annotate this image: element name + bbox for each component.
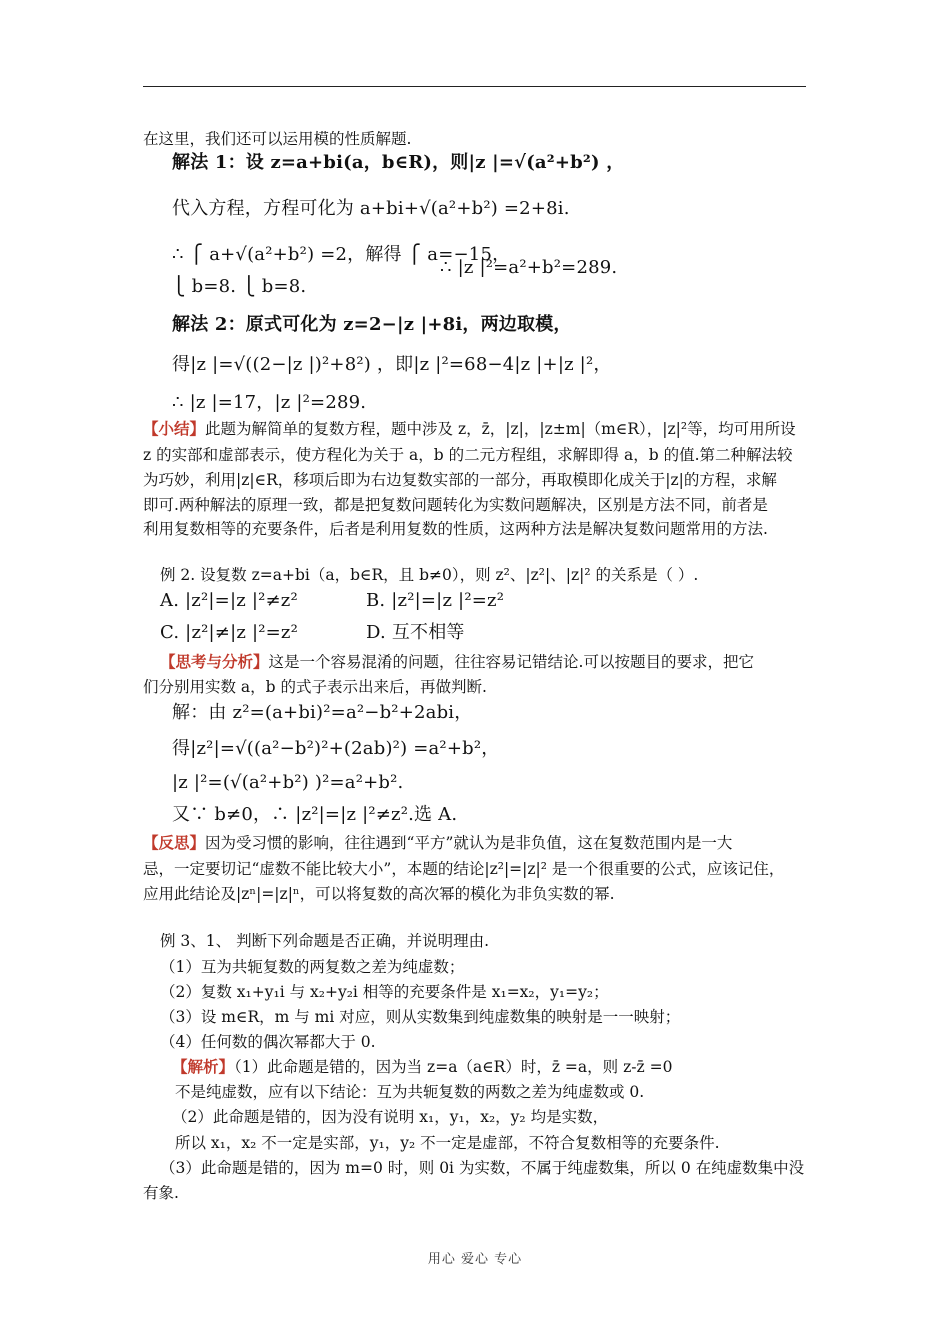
text-line: 们分别用实数 a，b 的式子表示出来后，再做判断. xyxy=(143,678,487,696)
text-line: 为巧妙，利用|z|∈R，移项后即为右边复数实部的一部分，再取模即化成关于|z|的方程，求解 xyxy=(143,471,777,489)
header-rule xyxy=(143,86,806,87)
text-line: 所以 x₁，x₂ 不一定是实部，y₁，y₂ 不一定是虚部，不符合复数相等的充要条件. xyxy=(175,1134,720,1152)
method2-modulus: 得|z |=√((2−|z |)²+8²) ，即|z |²=68−4|z |+|z |²， xyxy=(172,354,612,375)
text-line: （3）此命题是错的，因为 m=0 时，则 0i 为实数，不属于纯虚数集，所以 0 在纯虚数集中没 xyxy=(160,1159,805,1177)
solution-line: 解：由 z²=(a+bi)²=a²−b²+2abi， xyxy=(172,702,473,723)
analysis-line xyxy=(160,651,808,673)
example3-question: 例 3、1、 判断下列命题是否正确，并说明理由. xyxy=(160,932,490,950)
summary-line xyxy=(143,418,808,440)
solution-line xyxy=(172,1056,808,1078)
method1-system: ∴ ⎧ a+√(a²+b²) =2，解得 ⎧ a=−15， xyxy=(172,244,511,265)
analysis-tag: 【思考与分析】 xyxy=(160,652,269,671)
page-footer: 用心 爱心 专心 xyxy=(427,1252,523,1267)
option-c: C. |z²|≠|z |²=z² xyxy=(160,622,299,643)
proposition-1: （1）互为共轭复数的两复数之差为纯虚数； xyxy=(160,958,465,976)
option-d: D. 互不相等 xyxy=(366,622,465,643)
method1-system-lower: ⎩ b=8. ⎩ b=8. xyxy=(172,276,307,297)
text-line: z 的实部和虚部表示，使方程化为关于 a，b 的二元方程组，求解即得 a，b 的值.第二种解法较 xyxy=(143,446,793,464)
reflection-text: 因为受习惯的影响，往往遇到“平方”就认为是非负值，这在复数范围内是一大 xyxy=(205,834,733,852)
method2-line: 解法 2：原式可化为 z=2−|z |+8i，两边取模， xyxy=(172,314,572,335)
solution-line: |z |²=(√(a²+b²) )²=a²+b². xyxy=(172,772,404,793)
reflection-tag: 【反思】 xyxy=(143,833,206,852)
solution-line: 又∵ b≠0，∴ |z²|=|z |²≠z².选 A. xyxy=(172,804,458,825)
text-line: 即可.两种解法的原理一致，都是把复数问题转化为实数问题解决，区别是方法不同，前者是 xyxy=(143,496,768,514)
option-b: B. |z²|=|z |²=z² xyxy=(366,590,505,611)
text-line: （2）此命题是错的，因为没有说明 x₁，y₁，x₂，y₂ 均是实数， xyxy=(172,1108,609,1126)
solution-text: （1）此命题是错的，因为当 z=a（a∈R）时，z̄ =a，则 z-z̄ =0 xyxy=(234,1058,673,1076)
text-line: 应用此结论及|zⁿ|=|z|ⁿ，可以将复数的高次幂的模化为非负实数的幂. xyxy=(143,885,615,903)
text-line: 在这里，我们还可以运用模的性质解题. xyxy=(143,130,412,148)
summary-tag: 【小结】 xyxy=(143,419,206,438)
text-line: 不是纯虚数，应有以下结论：互为共轭复数的两数之差为纯虚数或 0. xyxy=(175,1083,645,1101)
reflection-line xyxy=(143,832,808,854)
example2-question: 例 2. 设复数 z=a+bi（a，b∈R，且 b≠0），则 z²、|z²|、|z|² 的关系是（ ）. xyxy=(160,566,699,584)
option-a: A. |z²|=|z |²≠z² xyxy=(160,590,298,611)
method1-line: 解法 1：设 z=a+bi(a，b∈R)，则|z |=√(a²+b²) ， xyxy=(172,152,625,173)
proposition-3: （3）设 m∈R，m 与 mi 对应，则从实数集到纯虚数集的映射是一一映射； xyxy=(160,1008,681,1026)
text-line: 忌，一定要切记“虚数不能比较大小”，本题的结论|z²|=|z|² 是一个很重要的公式，应该记住， xyxy=(143,860,785,878)
proposition-2: （2）复数 x₁+y₁i 与 x₂+y₂i 相等的充要条件是 x₁=x₂，y₁=y₂； xyxy=(160,983,609,1001)
solution-tag: 【解析】 xyxy=(172,1057,235,1076)
summary-text: 此题为解简单的复数方程，题中涉及 z，z̄，|z|，|z±m|（m∈R），|z|²等，均可用所设 xyxy=(205,420,796,438)
text-line: 利用复数相等的充要条件，后者是利用复数的性质，这两种方法是解决复数问题常用的方法. xyxy=(143,520,768,538)
method1-substitute: 代入方程，方程可化为 a+bi+√(a²+b²) =2+8i. xyxy=(172,198,570,219)
solution-line: 得|z²|=√((a²−b²)²+(2ab)²) =a²+b²， xyxy=(172,738,500,759)
proposition-4: （4）任何数的偶次幂都大于 0. xyxy=(160,1033,376,1051)
method1-result: ∴ |z |²=a²+b²=289. xyxy=(440,257,618,278)
analysis-text: 这是一个容易混淆的问题，往往容易记错结论.可以按题目的要求，把它 xyxy=(268,653,754,671)
text-line: 有象. xyxy=(143,1184,179,1202)
method2-result: ∴ |z |=17，|z |²=289. xyxy=(172,392,367,413)
